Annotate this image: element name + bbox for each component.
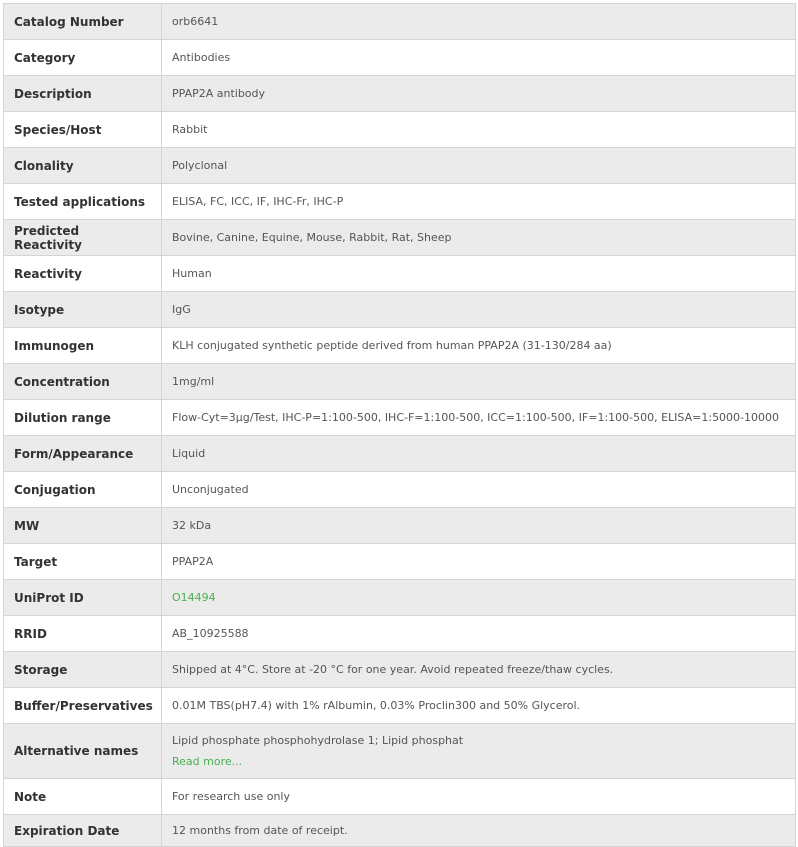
row-value: KLH conjugated synthetic peptide derived from human PPAP2A (31-130/284 aa)	[162, 328, 796, 364]
spec-row-target	[4, 544, 796, 580]
spec-row-form-appearance	[4, 436, 796, 472]
spec-row-dilution-range	[4, 400, 796, 436]
spec-row-rrid	[4, 616, 796, 652]
row-value: Polyclonal	[162, 148, 796, 184]
row-label: Alternative names	[4, 724, 162, 779]
row-value: Shipped at 4°C. Store at -20 °C for one year. Avoid repeated freeze/thaw cycles.	[162, 652, 796, 688]
product-spec-table	[3, 3, 796, 847]
row-value: AB_10925588	[162, 616, 796, 652]
row-label: MW	[4, 508, 162, 544]
spec-row-conjugation	[4, 472, 796, 508]
row-value	[162, 724, 796, 779]
row-label: Immunogen	[4, 328, 162, 364]
row-label: Reactivity	[4, 256, 162, 292]
row-label: Catalog Number	[4, 4, 162, 40]
spec-row-immunogen	[4, 328, 796, 364]
spec-row-expiration-date	[4, 815, 796, 847]
row-value: Liquid	[162, 436, 796, 472]
spec-row-catalog-number	[4, 4, 796, 40]
row-label: Species/Host	[4, 112, 162, 148]
row-value: PPAP2A	[162, 544, 796, 580]
row-value: 0.01M TBS(pH7.4) with 1% rAlbumin, 0.03% Proclin300 and 50% Glycerol.	[162, 688, 796, 724]
spec-row-reactivity	[4, 256, 796, 292]
alternative-names-text: Lipid phosphate phosphohydrolase 1; Lipid phosphat	[172, 733, 464, 747]
spec-row-species-host	[4, 112, 796, 148]
row-label: Concentration	[4, 364, 162, 400]
spec-row-clonality	[4, 148, 796, 184]
row-label: Clonality	[4, 148, 162, 184]
row-value: orb6641	[162, 4, 796, 40]
row-label: Conjugation	[4, 472, 162, 508]
spec-row-alternative-names	[4, 724, 796, 779]
row-label: Note	[4, 779, 162, 815]
row-value: Unconjugated	[162, 472, 796, 508]
uniprot-id-link[interactable]: O14494	[172, 590, 216, 604]
read-more-link[interactable]: Read more...	[172, 754, 243, 768]
row-value: Human	[162, 256, 796, 292]
row-value: 32 kDa	[162, 508, 796, 544]
row-value: 12 months from date of receipt.	[162, 815, 796, 847]
spec-row-predicted-reactivity	[4, 220, 796, 256]
spec-row-tested-applications	[4, 184, 796, 220]
spec-row-concentration	[4, 364, 796, 400]
row-label: Target	[4, 544, 162, 580]
row-label: Expiration Date	[4, 815, 162, 847]
row-label: UniProt ID	[4, 580, 162, 616]
row-label: Storage	[4, 652, 162, 688]
row-value: For research use only	[162, 779, 796, 815]
spec-row-category	[4, 40, 796, 76]
row-label: Buffer/Preservatives	[4, 688, 162, 724]
spec-row-isotype	[4, 292, 796, 328]
row-label: Category	[4, 40, 162, 76]
spec-row-buffer-preservatives	[4, 688, 796, 724]
spec-row-mw	[4, 508, 796, 544]
spec-row-storage	[4, 652, 796, 688]
spec-row-description	[4, 76, 796, 112]
spec-row-uniprot-id	[4, 580, 796, 616]
row-value: 1mg/ml	[162, 364, 796, 400]
row-value: PPAP2A antibody	[162, 76, 796, 112]
spec-row-note	[4, 779, 796, 815]
row-value: Flow-Cyt=3μg/Test, IHC-P=1:100-500, IHC-F=1:100-500, ICC=1:100-500, IF=1:100-500, ELISA=1:5000-10000	[162, 400, 796, 436]
row-value: Antibodies	[162, 40, 796, 76]
row-label: Predicted Reactivity	[4, 220, 162, 256]
row-label: Dilution range	[4, 400, 162, 436]
row-label: Form/Appearance	[4, 436, 162, 472]
row-label: Description	[4, 76, 162, 112]
row-label: Isotype	[4, 292, 162, 328]
row-label: RRID	[4, 616, 162, 652]
row-value	[162, 580, 796, 616]
row-value: Bovine, Canine, Equine, Mouse, Rabbit, Rat, Sheep	[162, 220, 796, 256]
row-value: IgG	[162, 292, 796, 328]
row-value: ELISA, FC, ICC, IF, IHC-Fr, IHC-P	[162, 184, 796, 220]
row-value: Rabbit	[162, 112, 796, 148]
row-label: Tested applications	[4, 184, 162, 220]
